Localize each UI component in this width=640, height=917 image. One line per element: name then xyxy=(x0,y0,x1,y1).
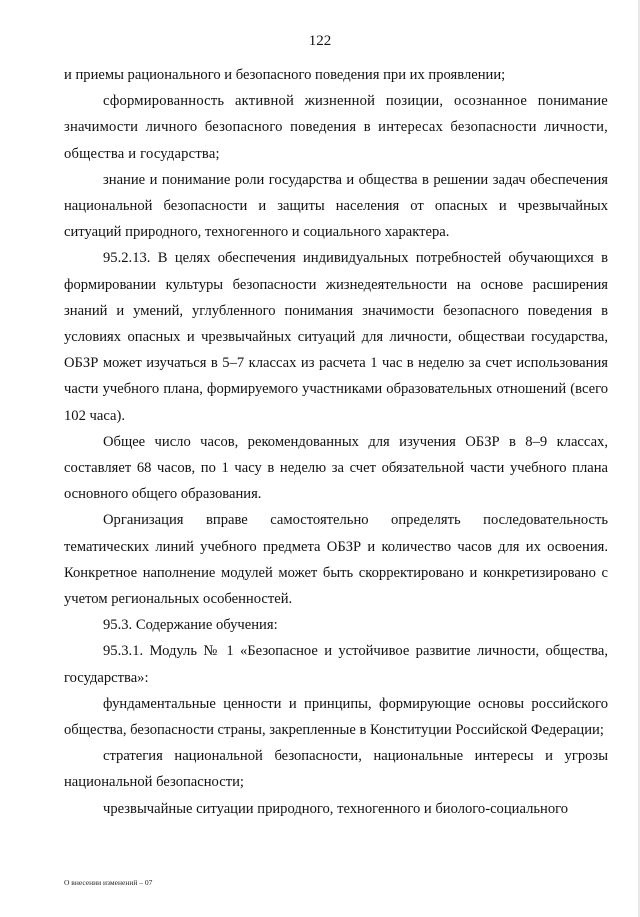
paragraph-fundamental-values: фундаментальные ценности и принципы, формирующие основы российского общества, безопасности страны, закрепленные в Конституции Российской Федерации; xyxy=(64,695,608,739)
paragraph-national-security-strategy: стратегия национальной безопасности, национальные интересы и угрозы национальной безопасности; xyxy=(64,748,608,791)
paragraph-emergencies: чрезвычайные ситуации природного, техногенного и биолого-социального xyxy=(103,800,569,817)
paragraph-intro: и приемы рационального и безопасного поведения при их проявлении; xyxy=(64,67,506,83)
module-1-heading: 95.3.1. Модуль № 1 «Безопасное и устойчивое развитие личности, общества, государства»: xyxy=(64,643,608,686)
paragraph-organization: Организация вправе самостоятельно определять последовательность тематических линий учебного предмета ОБЗР и количество часов для их освоения. Конкретное наполнение модулей может быть скорректировано и конкретизировано с учетом региональных особенностей. xyxy=(64,512,608,608)
paragraph-active-position: сформированность активной жизненной позиции, осознанное понимание значимости личного безопасного поведения в интересах безопасности личности, общества и государства; xyxy=(64,93,608,162)
page-number: 122 xyxy=(308,33,332,49)
section-heading-95-3: 95.3. Содержание обучения: xyxy=(103,617,278,634)
paragraph-total-hours: Общее число часов, рекомендованных для изучения ОБЗР в 8–9 классах, составляет 68 часов, по 1 часу в неделю за счет обязательной части учебного плана основного общего образования. xyxy=(64,433,608,503)
paragraph-95-2-13: 95.2.13. В целях обеспечения индивидуальных потребностей обучающихся в формировании культуры безопасности жизнедеятельности на основе расширения знаний и умений, углубленного понимания значимости безопасного поведения в условиях опасных и чрезвычайных ситуаций для личности, обществаи государства, ОБЗР может изучаться в 5–7 классах из расчета 1 час в неделю за счет использования части учебного плана, формируемого участниками образовательных отношений (всего 102 часа). xyxy=(64,250,608,424)
paragraph-state-role: знание и понимание роли государства и общества в решении задач обеспечения национальной безопасности и защиты населения от опасных и чрезвычайных ситуаций природного, техногенного и социального характера. xyxy=(64,171,608,241)
document-body xyxy=(64,62,608,822)
footer-note: О внесении изменений – 07 xyxy=(64,878,153,887)
